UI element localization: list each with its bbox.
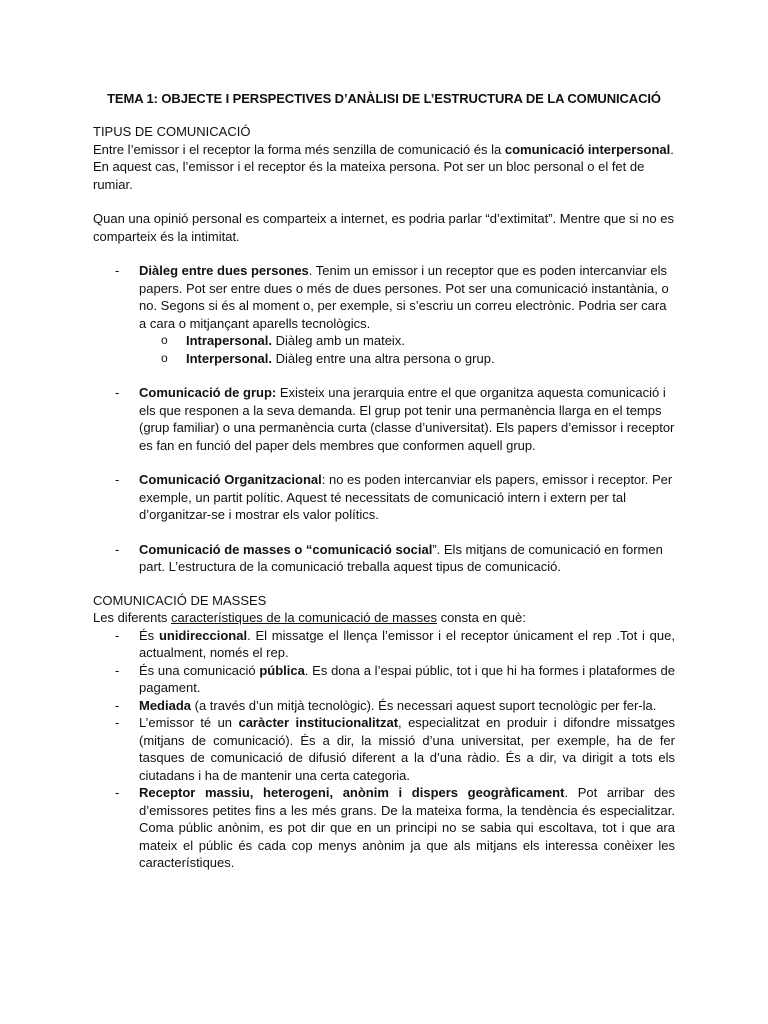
sub-list-item: o Interpersonal. Diàleg entre una altra persona o grup. (161, 350, 495, 366)
list-item: - Diàleg entre dues persones. Tenim un emissor i un receptor que es poden intercanviar els papers. Pot ser entre dues o més de dues persones. Pot ser una comunicació instantània, o no. Segons si és al moment o, per exemple, si s’escriu un correu electrònic. Podria ser cara a cara o mitjançant aparells tecnològics. o Intrapersonal. Diàleg amb un mateix. o Interpersonal. Diàleg entre una altra persona o grup. (93, 262, 675, 367)
communication-types-list (93, 262, 675, 576)
dash-bullet: - (115, 627, 120, 643)
dash-bullet: - (115, 697, 120, 713)
list-item: - És una comunicació pública. Es dona a l’espai públic, tot i que hi ha formes i plataformes de pagament. (115, 662, 676, 695)
list-item: - Comunicació de masses o “comunicació social”. Els mitjans de comunicació en formen part. L’estructura de la comunicació treballa aquest tipus de comunicació. (115, 541, 663, 574)
circle-bullet: o (161, 333, 168, 347)
list-item: - És unidireccional. El missatge el llença l’emissor i el receptor únicament el rep .Tot i que, actualment, només el rep. (115, 627, 675, 660)
dash-bullet: - (115, 472, 120, 487)
document-body (93, 90, 675, 872)
section-heading-masses: COMUNICACIÓ DE MASSES (93, 592, 267, 608)
sub-list-item: o Intrapersonal. Diàleg amb un mateix. (161, 333, 405, 348)
dash-bullet: - (115, 715, 120, 730)
dash-bullet: - (115, 785, 120, 800)
sub-list (93, 332, 675, 367)
list-item: - Comunicació de grup: Existeix una jerarquia entre el que organitza aquesta comunicació i els que responen a la seva demanda. El grup pot tenir una permanència llarga en el temps (grup familiar) o una permanència curta (classe d’universitat). Els papers d’emissor i receptor es fan en funció del paper dels membres que conformen aquell grup. (115, 385, 675, 453)
circle-bullet: o (161, 350, 168, 365)
list-item: - Receptor massiu, heterogeni, anònim i dispers geogràficament. Pot arribar des d’emissores petites fins a les més grans. De la mateixa forma, la tendència és especialitzar. Coma públic anònim, es pot dir que en un principi no se sabia qui escoltava, tot i que ara mateix el públic és cada cop menys anònim ja que als mitjans els interessa conèixer les característiques. (115, 785, 675, 870)
paragraph-intro: Entre l’emissor i el receptor la forma més senzilla de comunicació és la comunicació interpersonal. En aquest cas, l’emissor i el receptor és la mateixa persona. Pot ser un bloc personal o el fet de rumiar. (93, 141, 674, 192)
paragraph-masses-intro: Les diferents característiques de la comunicació de masses consta en què: (93, 610, 526, 625)
document-title: TEMA 1: OBJECTE I PERSPECTIVES D’ANÀLISI DE L’ESTRUCTURA DE LA COMUNICACIÓ (107, 91, 661, 106)
dash-bullet: - (115, 541, 120, 557)
dash-bullet: - (115, 263, 120, 278)
list-item: - L’emissor té un caràcter institucionalitzat, especialitzat en produir i difondre missatges (mitjans de comunicació). És a dir, la missió d’una universitat, per exemple, ha de fer tasques de comunicació de difusió diferent a la d’una ràdio. És a dir, va dirigit a tots els ciutadans i ha de mantenir una certa categoria. (115, 715, 675, 783)
dash-bullet: - (115, 385, 120, 400)
list-item: - Mediada (a través d’un mitjà tecnològic). És necessari aquest suport tecnològic per fer-la. (115, 697, 657, 713)
list-item: - Comunicació Organitzacional: no es poden intercanviar els papers, emissor i receptor. Per exemple, un partit polític. Aquest té necessitats de comunicació intern i extern per tal d’organitzar-se i mostrar els valor polítics. (115, 472, 673, 522)
dash-bullet: - (115, 662, 120, 678)
paragraph-extimitat: Quan una opinió personal es comparteix a internet, es podria parlar “d’extimitat”. Mentre que si no es comparteix és la intimitat. (93, 211, 674, 244)
mass-communication-list (93, 627, 675, 872)
section-heading-tipus: TIPUS DE COMUNICACIÓ (93, 124, 251, 139)
